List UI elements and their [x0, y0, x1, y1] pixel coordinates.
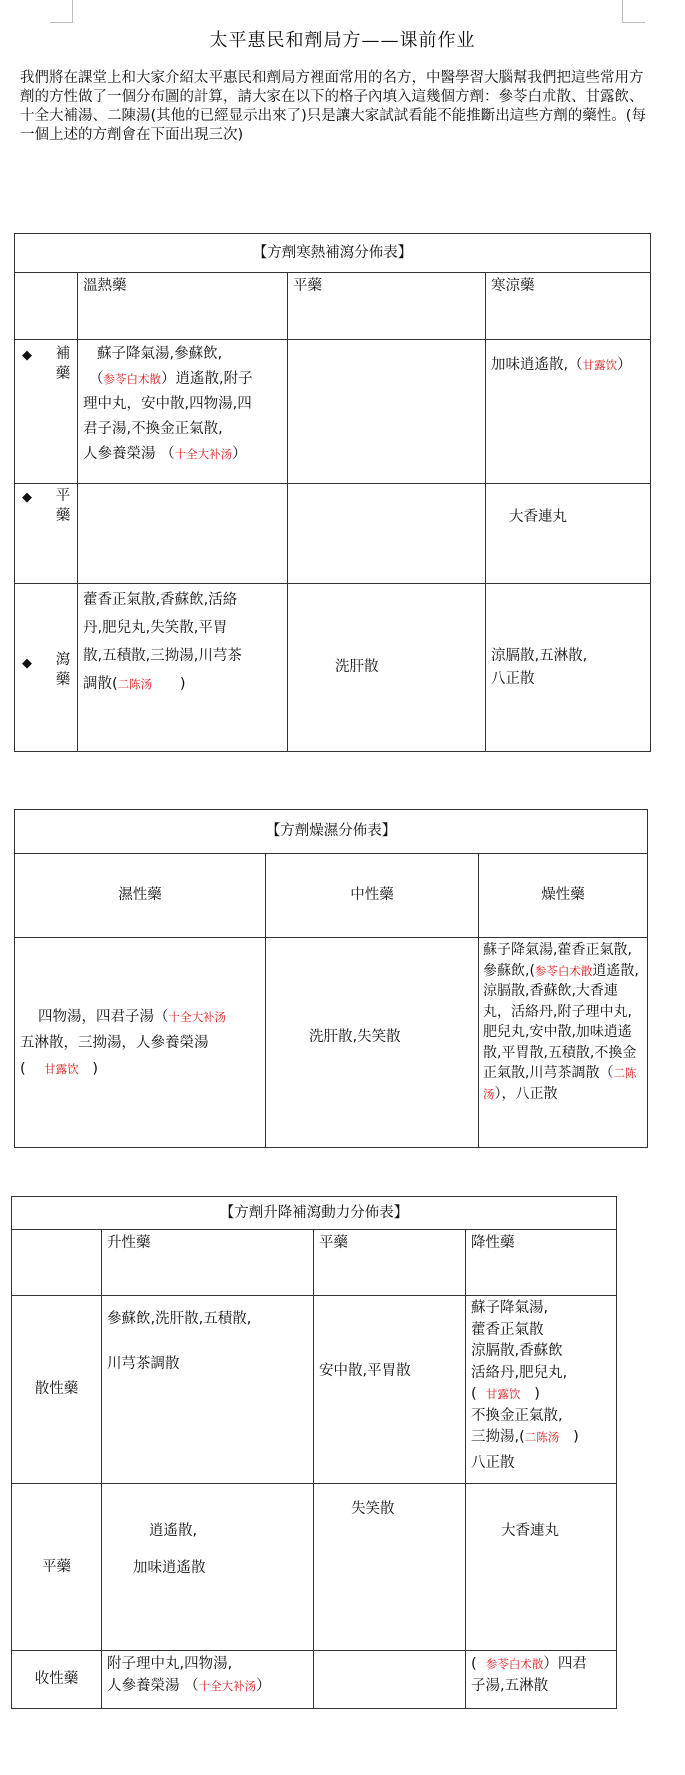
cell-text: 藿香正氣散 [471, 1321, 544, 1338]
cell-text: 附子理中丸,四物湯, [107, 1656, 233, 1672]
answer-text: 甘露饮 [44, 1061, 79, 1076]
cell-neutral-neutral [288, 484, 486, 584]
cell-neutral [266, 938, 479, 1148]
answer-text: 参苓白术散 [534, 963, 593, 978]
row-label-tonify [15, 340, 78, 484]
cell-text: 人參養榮湯 [83, 446, 156, 462]
cell-text: 失笑散 [351, 1501, 395, 1517]
corner-cell [12, 1230, 102, 1296]
table-caption: 【方劑寒熱補瀉分佈表】 [15, 234, 651, 273]
diamond-bullet-icon: ◆ [22, 656, 32, 671]
cell-text: 加味逍遙散 [133, 1560, 206, 1576]
cell-astringe-descend: ( 参苓白术散）四君 子湯,五淋散 [466, 1651, 617, 1709]
intro-paragraph: 我們將在課堂上和大家介紹太平惠民和劑局方裡面常用的名方，中醫學習大腦幫我們把這些常用方劑的方性做了一個分布圖的計算，請大家在以下的格子內填入這幾個方劑：參苓白朮散、甘露飲、十全大補湯、二陳湯(其他的已經显示出來了)只是讓大家試試看能不能推斷出這些方劑的藥性。(每一個上述的方劑會在下面出現三次) [20, 70, 646, 143]
column-header-ascend: 升性藥 [102, 1230, 314, 1296]
cell-text: 大香連丸 [509, 509, 567, 525]
cell-text: 藿香正氣散,香蘇飲,活絡 [83, 592, 238, 608]
cell-text: 安中散,平胃散 [319, 1362, 411, 1379]
answer-text: 十全大补汤 [168, 1009, 226, 1024]
cell-text: 涼膈散,香蘇飲 [471, 1343, 563, 1359]
answer-text: 二陈汤 [524, 1430, 560, 1444]
answer-text: 甘露饮 [582, 358, 618, 372]
row-label-disperse: 散性藥 [12, 1296, 102, 1484]
cell-text: ）四君 [543, 1656, 587, 1672]
row-label-text: 平藥 [55, 488, 71, 524]
answer-text: 二陈汤 [483, 1066, 637, 1101]
cell-text: 散,五積散,三拗湯,川芎茶 [83, 648, 242, 664]
row-label-drain [15, 584, 78, 752]
cell-disperse-descend: 蘇子降氣湯, 藿香正氣散 涼膈散,香蘇飲 活絡丹,肥兒丸, ( 甘露饮 ) 不換金正氣散, 三拗湯,(二陈汤 ) 八正散 [466, 1296, 617, 1484]
cell-text: 洗肝散 [335, 659, 379, 675]
cell-text: 蘇子降氣湯, [471, 1300, 549, 1316]
cell-text: 八正散 [471, 1454, 515, 1471]
cell-disperse-neutral [314, 1296, 466, 1484]
cell-wet: 四物湯，四君子湯（十全大补汤 五淋散，三拗湯，人參養榮湯 ( 甘露饮 ) [15, 938, 266, 1148]
cell-drain-cold [486, 584, 651, 752]
cell-text: 加味逍遙散, [491, 357, 569, 373]
dry-wet-table [14, 809, 648, 1148]
cell-neutral-neutral [314, 1484, 466, 1651]
cell-text: 四物湯，四君子湯（ [38, 1008, 169, 1025]
answer-text: 参苓白术散 [103, 372, 161, 386]
ascend-descend-table [11, 1196, 617, 1709]
row-label-text: 瀉藥 [55, 652, 71, 688]
cell-text: 八正散 [491, 670, 535, 687]
page-corner-mark-right [622, 0, 645, 23]
cell-text: 人參養榮湯 [107, 1678, 180, 1694]
cell-text: 蘇子降氣湯,藿香正氣散,參蘇飲,( [483, 942, 632, 979]
row-label-neutral [15, 484, 78, 584]
cell-text: 子湯,五淋散 [471, 1678, 549, 1694]
cell-text: 君子湯,不換金正氣散, [83, 421, 223, 437]
cell-disperse-ascend [102, 1296, 314, 1484]
cell-neutral-descend [466, 1484, 617, 1651]
column-header-neutral: 平藥 [288, 273, 486, 340]
table-caption: 【方劑升降補瀉動力分佈表】 [12, 1197, 617, 1230]
cell-text: 逍遙散,涼膈散,香蘇飲,大香連丸，活絡丹,附子理中丸,肥兒丸,安中散,加味逍遙散,平胃散,五積散,不換金正氣散,川芎茶調散（ [483, 962, 639, 1081]
page-corner-mark-left [50, 0, 73, 23]
cell-text: 川芎茶調散 [107, 1356, 180, 1372]
cell-neutral-ascend [102, 1484, 314, 1651]
row-label-text: 補藥 [55, 346, 71, 382]
cell-text: 逍遙散, [149, 1523, 198, 1539]
cell-text: ），八正散 [494, 1085, 558, 1102]
cell-text: 不換金正氣散, [471, 1407, 563, 1424]
column-header-dry: 燥性藥 [479, 854, 648, 938]
diamond-bullet-icon: ◆ [22, 348, 32, 363]
cell-text: 活絡丹,肥兒丸, [471, 1364, 568, 1381]
cell-dry [479, 938, 648, 1148]
cell-drain-warm: 藿香正氣散,香蘇飲,活絡 丹,肥兒丸,失笑散,平胃 散,五積散,三拗湯,川芎茶 調散(二陈汤 ) [78, 584, 288, 752]
column-header-cold: 寒涼藥 [486, 273, 651, 340]
cell-tonify-cold: 加味逍遙散,（甘露饮） [486, 340, 651, 484]
answer-text: 二陈汤 [117, 677, 153, 691]
cell-tonify-warm: 蘇子降氣湯,參蘇飲, （参苓白术散）逍遙散,附子 理中丸，安中散,四物湯,四 君子湯,不換金正氣散, 人參養榮湯 （十全大补汤） [78, 340, 288, 484]
cell-text: 蘇子降氣湯,參蘇飲, [97, 346, 223, 362]
cell-text: 五淋散，三拗湯，人參養榮湯 [20, 1034, 209, 1051]
column-header-warm: 溫熱藥 [78, 273, 288, 340]
cell-text: 洗肝散,失笑散 [309, 1029, 401, 1045]
cell-drain-neutral [288, 584, 486, 752]
cell-astringe-ascend: 附子理中丸,四物湯, 人參養榮湯 （十全大补汤） [102, 1651, 314, 1709]
column-header-neutral: 平藥 [314, 1230, 466, 1296]
corner-cell [15, 273, 78, 340]
cell-text: 調散( [83, 676, 118, 692]
column-header-wet: 濕性藥 [15, 854, 266, 938]
answer-text: 十全大补汤 [198, 1679, 257, 1693]
cold-heat-table [14, 233, 651, 752]
row-label-neutral: 平藥 [12, 1484, 102, 1651]
answer-text: 十全大补汤 [174, 447, 233, 461]
row-label-astringe: 收性藥 [12, 1651, 102, 1709]
cell-text: 丹,肥兒丸,失笑散,平胃 [83, 620, 228, 636]
cell-neutral-cold [486, 484, 651, 584]
document-title: 太平惠民和劑局方——课前作业 [209, 30, 476, 51]
cell-text: 理中丸，安中散,四物湯,四 [83, 396, 252, 412]
cell-text: 大香連丸 [501, 1523, 559, 1539]
answer-text: 参苓白术散 [485, 1657, 544, 1671]
diamond-bullet-icon: ◆ [22, 490, 32, 505]
cell-text: 逍遙散,附子 [175, 371, 253, 387]
column-header-descend: 降性藥 [466, 1230, 617, 1296]
table-caption: 【方劑燥濕分佈表】 [15, 810, 648, 854]
answer-text: 甘露饮 [485, 1387, 521, 1401]
cell-text: 三拗湯,( [471, 1429, 525, 1445]
cell-neutral-warm [78, 484, 288, 584]
cell-text: 參蘇飲,洗肝散,五積散, [107, 1311, 252, 1327]
cell-text: 涼膈散,五淋散, [491, 647, 588, 664]
column-header-neutral: 中性藥 [266, 854, 479, 938]
cell-astringe-neutral [314, 1651, 466, 1709]
cell-tonify-neutral [288, 340, 486, 484]
